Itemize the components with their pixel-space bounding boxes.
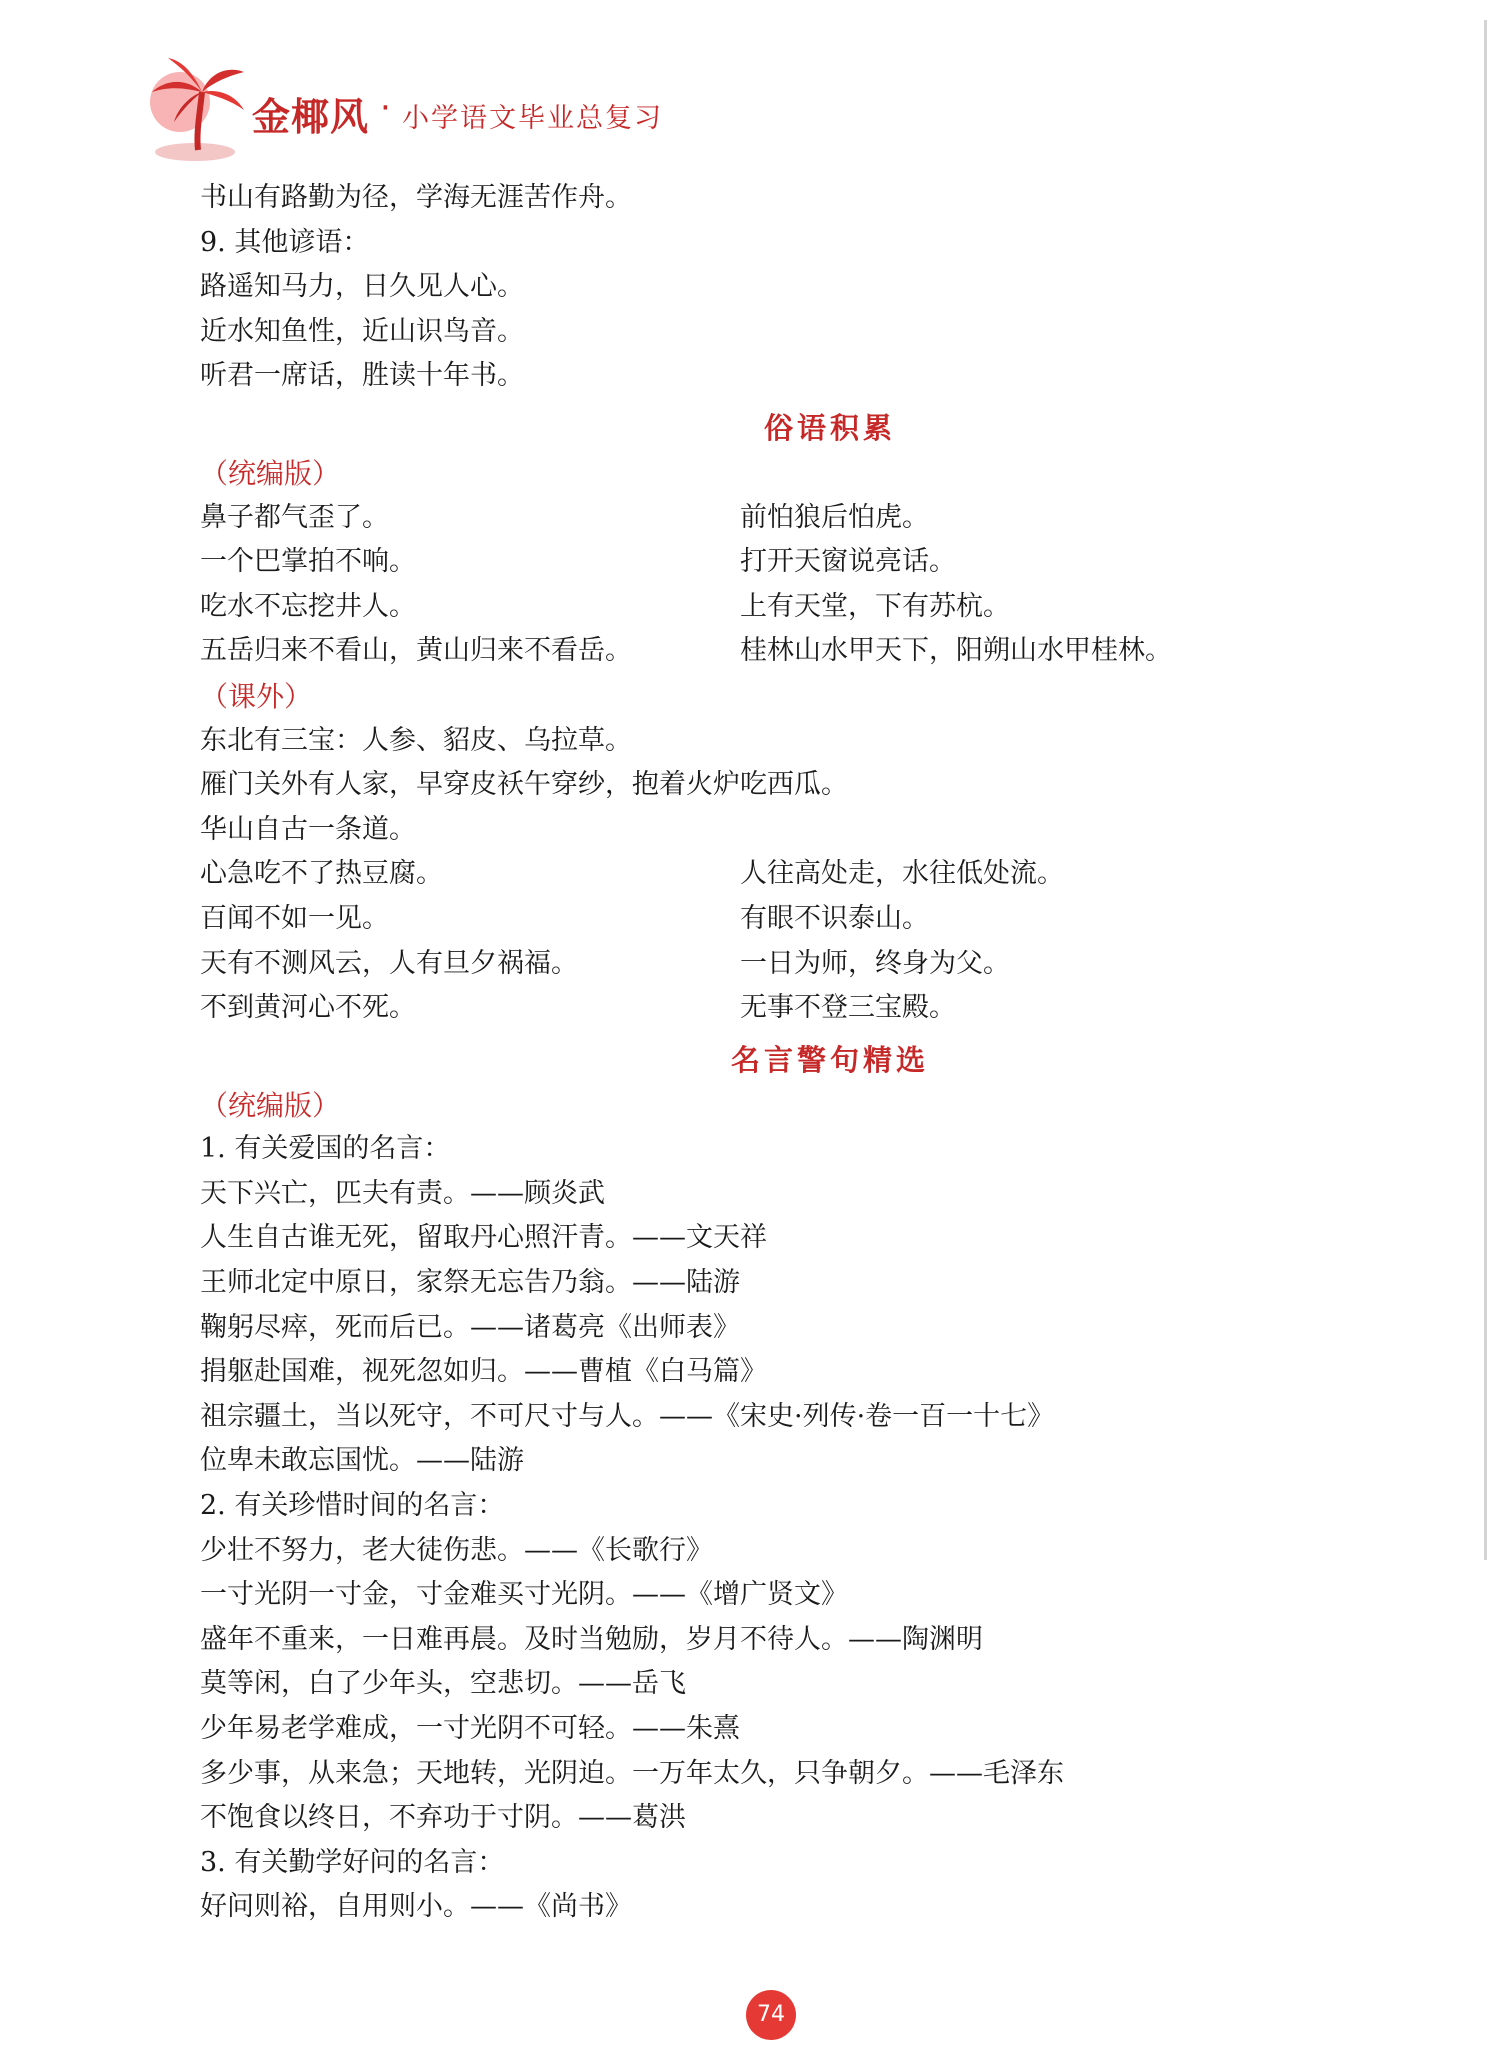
proverb-line: 华山自古一条道。 <box>200 813 416 845</box>
proverb-left: 吃水不忘挖井人。 <box>200 590 416 622</box>
proverb-right: 前怕狼后怕虎。 <box>740 501 929 533</box>
proverb-row <box>200 540 1300 585</box>
page-edge-line <box>1484 20 1487 1560</box>
quote-line: 3. 有关勤学好问的名言： <box>200 1846 505 1878</box>
proverb-row <box>200 585 1300 630</box>
proverb-right: 无事不登三宝殿。 <box>740 992 956 1024</box>
proverbs-section-title: 俗语积累 <box>763 410 896 445</box>
quote-line: 鞠躬尽瘁，死而后已。——诸葛亮《出师表》 <box>200 1311 740 1343</box>
proverb-line: 东北有三宝：人参、貂皮、乌拉草。 <box>200 724 632 756</box>
quote-line: 人生自古谁无死，留取丹心照汗青。——文天祥 <box>200 1222 767 1254</box>
intro-line: 9. 其他谚语： <box>200 226 370 258</box>
quote-line: 少年易老学难成，一寸光阴不可轻。——朱熹 <box>200 1713 740 1744</box>
intro-line: 近水知鱼性，近山识鸟音。 <box>200 315 524 347</box>
brand-name: 金椰风 <box>252 95 370 139</box>
proverb-left: 天有不测风云，人有旦夕祸福。 <box>200 947 578 979</box>
proverb-right: 打开天窗说亮话。 <box>740 546 956 578</box>
proverb-left: 五岳归来不看山，黄山归来不看岳。 <box>200 635 632 667</box>
page-number-badge: 74 <box>746 1990 796 2040</box>
quote-line: 少壮不努力，老大徒伤悲。——《长歌行》 <box>200 1534 713 1566</box>
brand-separator: · <box>380 88 391 128</box>
proverb-left: 百闻不如一见。 <box>200 902 389 934</box>
edition-label: （统编版） <box>200 456 341 490</box>
intro-line: 听君一席话，胜读十年书。 <box>200 360 524 392</box>
proverb-right: 一日为师，终身为父。 <box>740 947 1010 979</box>
quote-line: 好问则裕，自用则小。——《尚书》 <box>200 1891 632 1923</box>
proverb-right: 桂林山水甲天下，阳朔山水甲桂林。 <box>740 635 1172 667</box>
quote-line: 莫等闲，白了少年头，空悲切。——岳飞 <box>200 1668 686 1700</box>
quote-line: 一寸光阴一寸金，寸金难买寸光阴。——《增广贤文》 <box>200 1579 848 1611</box>
proverb-right: 人往高处走，水往低处流。 <box>740 858 1064 890</box>
proverb-left: 心急吃不了热豆腐。 <box>200 858 443 890</box>
page-content <box>200 176 1300 1930</box>
quote-line: 不饱食以终日，不弃功于寸阴。——葛洪 <box>200 1802 686 1834</box>
proverb-line: 雁门关外有人家，早穿皮袄午穿纱，抱着火炉吃西瓜。 <box>200 769 848 801</box>
proverb-row <box>200 629 1300 674</box>
proverb-right: 有眼不识泰山。 <box>740 902 929 934</box>
proverb-right: 上有天堂，下有苏杭。 <box>740 590 1010 622</box>
quote-line: 盛年不重来，一日难再晨。及时当勉励，岁月不待人。——陶渊明 <box>200 1623 983 1655</box>
intro-line: 路遥知马力，日久见人心。 <box>200 271 524 303</box>
quote-line: 1. 有关爱国的名言： <box>200 1133 451 1165</box>
quote-line: 2. 有关珍惜时间的名言： <box>200 1490 505 1522</box>
proverb-row <box>200 852 1300 897</box>
proverb-row <box>200 942 1300 987</box>
proverb-left: 不到黄河心不死。 <box>200 992 416 1024</box>
palm-tree-logo-icon <box>140 52 250 162</box>
quote-line: 天下兴亡，匹夫有责。——顾炎武 <box>200 1177 605 1209</box>
proverb-row <box>200 986 1300 1031</box>
edition-label: （课外） <box>200 679 313 713</box>
proverb-row <box>200 496 1300 541</box>
proverb-row <box>200 897 1300 942</box>
quote-line: 捐躯赴国难，视死忽如归。——曹植《白马篇》 <box>200 1356 767 1388</box>
proverb-left: 一个巴掌拍不响。 <box>200 546 416 578</box>
quote-line: 王师北定中原日，家祭无忘告乃翁。——陆游 <box>200 1267 740 1299</box>
page-header <box>140 52 840 162</box>
intro-line: 书山有路勤为径，学海无涯苦作舟。 <box>200 182 632 213</box>
quote-line: 祖宗疆土，当以死守，不可尺寸与人。——《宋史·列传·卷一百一十七》 <box>200 1400 1055 1432</box>
book-subtitle: 小学语文毕业总复习 <box>402 103 663 134</box>
quote-line: 位卑未敢忘国忧。——陆游 <box>200 1445 524 1477</box>
quotes-section-title: 名言警句精选 <box>730 1042 929 1077</box>
edition-label: （统编版） <box>200 1088 341 1122</box>
quote-line: 多少事，从来急；天地转，光阴迫。一万年太久，只争朝夕。——毛泽东 <box>200 1757 1064 1789</box>
proverb-left: 鼻子都气歪了。 <box>200 501 389 533</box>
